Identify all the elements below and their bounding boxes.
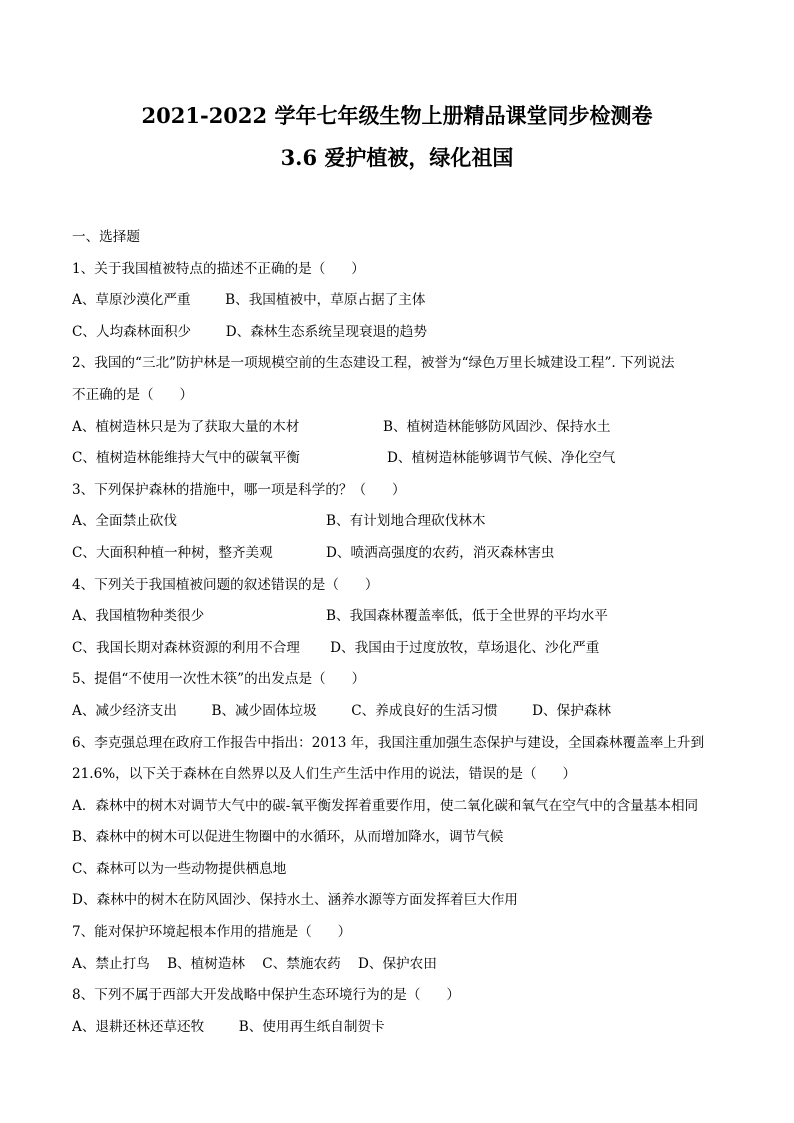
question-5-options: A、减少经济支出 B、减少固体垃圾 C、养成良好的生活习惯 D、保护森林 xyxy=(72,702,612,719)
question-2-stem-line-2: 不正确的是（ ） xyxy=(72,386,194,403)
question-2-option-a: A、植树造林只是为了获取大量的木材 xyxy=(72,418,300,435)
question-8-stem: 8、下列不属于西部大开发战略中保护生态环境行为的是（ ） xyxy=(72,987,461,1004)
worksheet-title: 2021-2022 学年七年级生物上册精品课堂同步检测卷 xyxy=(141,103,653,128)
question-6-option-a: A．森林中的树木对调节大气中的碳-氧平衡发挥着重要作用，使二氧化碳和氧气在空气中的含量基本相同 xyxy=(72,797,699,814)
question-2-option-c: C、植树造林能维持大气中的碳氧平衡 xyxy=(72,450,300,467)
question-7-stem: 7、能对保护环境起根本作用的措施是（ ） xyxy=(72,924,352,941)
question-1-options-ab: A、草原沙漠化严重 B、我国植被中，草原占据了主体 xyxy=(72,292,426,309)
question-6-option-d: D、森林中的树木在防风固沙、保持水土、涵养水源等方面发挥着巨大作用 xyxy=(72,892,518,909)
question-6-stem-line-2: 21.6%，以下关于森林在自然界以及人们生产生活中作用的说法，错误的是（ ） xyxy=(72,766,577,783)
question-4-option-b: B、我国森林覆盖率低，低于全世界的平均水平 xyxy=(326,608,608,625)
section-heading: 一、选择题 xyxy=(72,229,140,245)
question-4-options-cd: C、我国长期对森林资源的利用不合理 D、我国由于过度放牧，草场退化、沙化严重 xyxy=(72,639,600,656)
question-2-options-ab xyxy=(72,412,732,444)
question-3-option-b: B、有计划地合理砍伐林木 xyxy=(326,513,486,530)
question-2-option-d: D、植树造林能够调节气候、净化空气 xyxy=(387,450,616,467)
question-2-option-b: B、植树造林能够防风固沙、保持水土 xyxy=(383,418,611,435)
question-2-options-cd xyxy=(72,443,732,475)
question-1-options-cd: C、人均森林面积少 D、森林生态系统呈现衰退的趋势 xyxy=(72,323,427,340)
question-3-stem: 3、下列保护森林的措施中，哪一项是科学的？（ ） xyxy=(72,481,406,498)
question-3-options-ab xyxy=(72,506,732,538)
question-2-stem-line-1: 2、我国的“三北”防护林是一项规模空前的生态建设工程，被誉为“绿色万里长城建设工程”. 下列说法 xyxy=(72,355,675,372)
question-3-option-d: D、喷洒高强度的农药，消灭森林害虫 xyxy=(326,544,555,561)
question-4-option-a: A、我国植物种类很少 xyxy=(72,608,205,625)
question-list xyxy=(72,222,732,1043)
question-5-stem: 5、提倡“不使用一次性木筷”的出发点是（ ） xyxy=(72,671,366,688)
question-8-options-ab: A、退耕还林还草还牧 B、使用再生纸自制贺卡 xyxy=(72,1018,385,1035)
question-6-option-b: B、森林中的树木可以促进生物圈中的水循环，从而增加降水，调节气候 xyxy=(72,829,504,846)
lesson-title: 3.6 爱护植被，绿化祖国 xyxy=(280,145,514,170)
question-3-options-cd xyxy=(72,538,732,570)
question-6-stem-line-1: 6、李克强总理在政府工作报告中指出：2013 年，我国注重加强生态保护与建设，全国森林覆盖率上升到 xyxy=(72,734,705,751)
question-3-option-c: C、大面积种植一种树，整齐美观 xyxy=(72,544,273,561)
question-3-option-a: A、全面禁止砍伐 xyxy=(72,513,177,530)
question-7-options: A、禁止打鸟 B、植树造林 C、禁施农药 D、保护农田 xyxy=(72,955,437,972)
question-4-options-ab xyxy=(72,601,732,633)
question-4-stem: 4、下列关于我国植被问题的叙述错误的是（ ） xyxy=(72,576,379,593)
question-6-option-c: C、森林可以为一些动物提供栖息地 xyxy=(72,860,287,877)
question-1-stem: 1、关于我国植被特点的描述不正确的是（ ） xyxy=(72,260,365,277)
